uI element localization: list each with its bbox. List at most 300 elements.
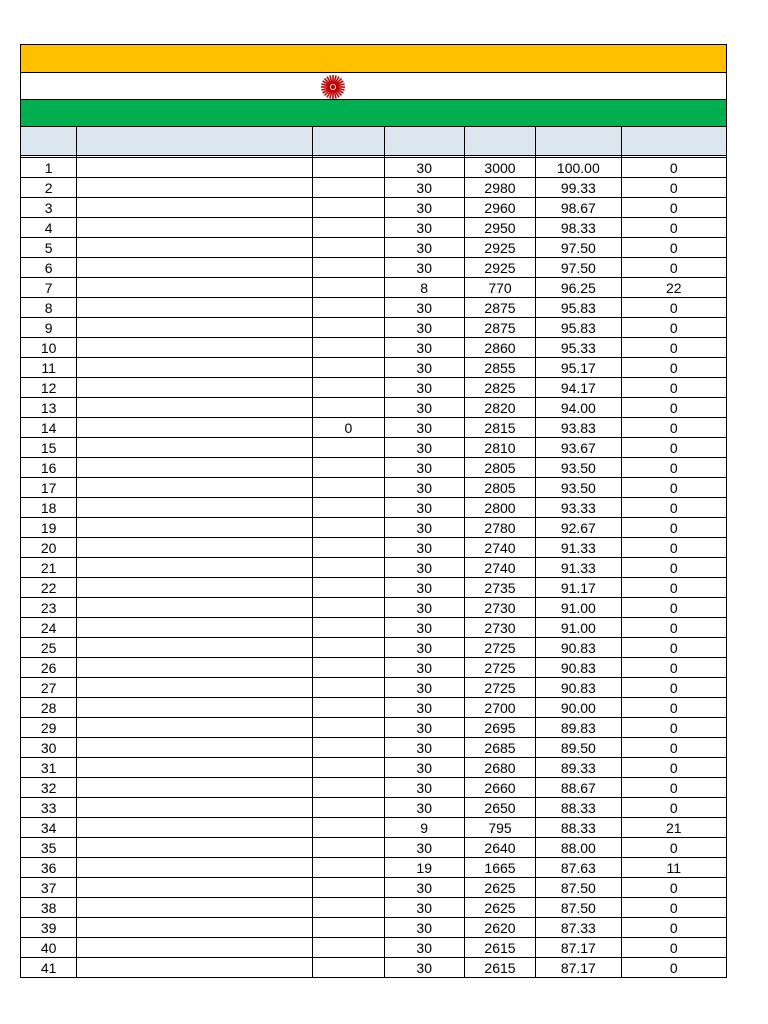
table-cell: 2730 xyxy=(464,598,535,618)
table-cell xyxy=(77,938,313,958)
table-cell xyxy=(313,158,384,178)
table-cell: 2950 xyxy=(464,218,535,238)
table-cell: 30 xyxy=(384,198,464,218)
table-cell: 0 xyxy=(621,418,726,438)
table-cell xyxy=(77,378,313,398)
table-cell: 2815 xyxy=(464,418,535,438)
table-cell: 30 xyxy=(384,778,464,798)
table-cell: 2 xyxy=(21,178,77,198)
table-cell: 0 xyxy=(621,658,726,678)
table-cell: 28 xyxy=(21,698,77,718)
table-cell xyxy=(77,178,313,198)
table-cell: 30 xyxy=(384,358,464,378)
table-cell: 30 xyxy=(384,738,464,758)
table-row xyxy=(21,838,727,858)
table-cell: 24 xyxy=(21,618,77,638)
table-cell: 30 xyxy=(384,638,464,658)
table-cell: 30 xyxy=(384,798,464,818)
table-cell: 35 xyxy=(21,838,77,858)
table-cell: 93.67 xyxy=(536,438,621,458)
table-cell: 2730 xyxy=(464,618,535,638)
table-cell: 31 xyxy=(21,758,77,778)
table-cell xyxy=(313,398,384,418)
table-cell: 9 xyxy=(21,318,77,338)
table-cell xyxy=(313,258,384,278)
table-cell: 2820 xyxy=(464,398,535,418)
table-cell xyxy=(77,218,313,238)
table-cell: 30 xyxy=(384,518,464,538)
table-cell: 90.00 xyxy=(536,698,621,718)
results-table xyxy=(20,126,727,978)
table-cell: 19 xyxy=(21,518,77,538)
white-band xyxy=(20,72,727,99)
table-row xyxy=(21,778,727,798)
table-cell: 0 xyxy=(621,378,726,398)
table-cell: 19 xyxy=(384,858,464,878)
table-row xyxy=(21,258,727,278)
table-cell: 6 xyxy=(21,258,77,278)
table-cell: 30 xyxy=(384,598,464,618)
table-cell xyxy=(313,878,384,898)
table-cell: 15 xyxy=(21,438,77,458)
table-cell xyxy=(77,798,313,818)
table-cell: 30 xyxy=(384,478,464,498)
table-cell: 92.67 xyxy=(536,518,621,538)
table-cell xyxy=(77,778,313,798)
table-cell xyxy=(77,898,313,918)
table-cell: 29 xyxy=(21,718,77,738)
table-cell xyxy=(313,318,384,338)
table-cell: 0 xyxy=(621,778,726,798)
table-cell: 90.83 xyxy=(536,658,621,678)
table-cell: 89.50 xyxy=(536,738,621,758)
table-cell: 2615 xyxy=(464,958,535,978)
table-cell xyxy=(313,458,384,478)
table-cell xyxy=(77,418,313,438)
table-cell: 91.00 xyxy=(536,598,621,618)
table-cell: 5 xyxy=(21,238,77,258)
table-cell: 2925 xyxy=(464,258,535,278)
column-header-2 xyxy=(313,127,384,156)
table-row xyxy=(21,798,727,818)
table-cell: 2740 xyxy=(464,538,535,558)
table-cell: 96.25 xyxy=(536,278,621,298)
table-cell: 2855 xyxy=(464,358,535,378)
table-cell: 30 xyxy=(384,438,464,458)
table-cell: 13 xyxy=(21,398,77,418)
table-cell xyxy=(77,618,313,638)
table-cell: 90.83 xyxy=(536,638,621,658)
table-cell xyxy=(77,918,313,938)
table-cell: 10 xyxy=(21,338,77,358)
table-cell: 0 xyxy=(621,198,726,218)
table-cell: 0 xyxy=(621,718,726,738)
table-cell xyxy=(77,638,313,658)
table-cell: 4 xyxy=(21,218,77,238)
table-cell xyxy=(77,958,313,978)
table-row xyxy=(21,178,727,198)
table-cell xyxy=(77,158,313,178)
table-cell xyxy=(77,538,313,558)
table-cell: 12 xyxy=(21,378,77,398)
table-cell xyxy=(313,198,384,218)
table-cell: 2810 xyxy=(464,438,535,458)
table-cell xyxy=(77,438,313,458)
table-cell: 2725 xyxy=(464,678,535,698)
table-cell: 2825 xyxy=(464,378,535,398)
table-cell: 16 xyxy=(21,458,77,478)
table-cell: 0 xyxy=(621,638,726,658)
table-row xyxy=(21,458,727,478)
table-cell: 94.00 xyxy=(536,398,621,418)
table-cell: 88.00 xyxy=(536,838,621,858)
table-cell: 30 xyxy=(384,698,464,718)
table-cell: 2860 xyxy=(464,338,535,358)
table-cell xyxy=(313,478,384,498)
table-cell: 32 xyxy=(21,778,77,798)
table-cell xyxy=(313,658,384,678)
table-cell xyxy=(313,538,384,558)
table-cell xyxy=(313,818,384,838)
table-cell xyxy=(77,578,313,598)
table-cell xyxy=(77,398,313,418)
table-cell: 30 xyxy=(21,738,77,758)
table-cell: 0 xyxy=(621,498,726,518)
table-cell xyxy=(313,498,384,518)
table-cell: 23 xyxy=(21,598,77,618)
table-cell: 2805 xyxy=(464,458,535,478)
table-cell: 98.33 xyxy=(536,218,621,238)
table-row xyxy=(21,558,727,578)
table-cell: 39 xyxy=(21,918,77,938)
table-cell: 0 xyxy=(621,338,726,358)
table-cell xyxy=(313,238,384,258)
column-header-row xyxy=(21,127,727,156)
table-cell xyxy=(313,678,384,698)
table-cell: 30 xyxy=(384,958,464,978)
table-cell xyxy=(313,518,384,538)
ashoka-chakra-icon xyxy=(316,74,350,100)
table-cell: 30 xyxy=(384,378,464,398)
table-cell: 2725 xyxy=(464,658,535,678)
table-cell: 37 xyxy=(21,878,77,898)
table-cell: 98.67 xyxy=(536,198,621,218)
table-cell: 2740 xyxy=(464,558,535,578)
table-cell xyxy=(77,718,313,738)
table-row xyxy=(21,398,727,418)
table-row xyxy=(21,958,727,978)
table-cell: 2640 xyxy=(464,838,535,858)
table-cell: 2780 xyxy=(464,518,535,538)
table-cell xyxy=(77,338,313,358)
table-row xyxy=(21,318,727,338)
table-cell: 0 xyxy=(621,678,726,698)
table-cell xyxy=(313,618,384,638)
table-cell: 30 xyxy=(384,258,464,278)
table-cell: 30 xyxy=(384,318,464,338)
table-cell: 2735 xyxy=(464,578,535,598)
table-cell: 0 xyxy=(621,518,726,538)
table-row xyxy=(21,358,727,378)
table-cell: 0 xyxy=(621,958,726,978)
table-cell: 30 xyxy=(384,158,464,178)
table-cell: 91.17 xyxy=(536,578,621,598)
table-cell: 40 xyxy=(21,938,77,958)
table-cell: 93.33 xyxy=(536,498,621,518)
table-cell: 2615 xyxy=(464,938,535,958)
table-cell: 22 xyxy=(621,278,726,298)
table-body xyxy=(21,156,727,978)
table-cell xyxy=(77,278,313,298)
table-cell: 93.83 xyxy=(536,418,621,438)
table-cell: 2875 xyxy=(464,298,535,318)
table-row xyxy=(21,658,727,678)
table-cell: 8 xyxy=(384,278,464,298)
table-cell: 0 xyxy=(621,478,726,498)
table-cell: 0 xyxy=(313,418,384,438)
table-cell xyxy=(77,598,313,618)
table-cell: 30 xyxy=(384,178,464,198)
table-cell: 30 xyxy=(384,718,464,738)
table-cell: 30 xyxy=(384,678,464,698)
table-cell: 0 xyxy=(621,898,726,918)
table-cell: 2980 xyxy=(464,178,535,198)
table-cell: 0 xyxy=(621,178,726,198)
table-cell xyxy=(313,558,384,578)
table-cell: 88.33 xyxy=(536,798,621,818)
table-cell: 18 xyxy=(21,498,77,518)
table-cell: 95.83 xyxy=(536,298,621,318)
table-cell: 91.00 xyxy=(536,618,621,638)
table-row xyxy=(21,678,727,698)
table-cell: 30 xyxy=(384,918,464,938)
table-cell xyxy=(313,178,384,198)
table-cell: 30 xyxy=(384,578,464,598)
table-cell: 2725 xyxy=(464,638,535,658)
table-cell: 91.33 xyxy=(536,558,621,578)
table-cell xyxy=(77,878,313,898)
table-cell xyxy=(77,838,313,858)
table-cell xyxy=(313,698,384,718)
table-cell xyxy=(77,658,313,678)
table-cell xyxy=(313,358,384,378)
table-cell: 99.33 xyxy=(536,178,621,198)
table-cell: 2620 xyxy=(464,918,535,938)
table-row xyxy=(21,298,727,318)
table-cell xyxy=(77,498,313,518)
table-row xyxy=(21,538,727,558)
table-row xyxy=(21,498,727,518)
table-cell xyxy=(77,758,313,778)
column-header-5 xyxy=(536,127,621,156)
table-row xyxy=(21,898,727,918)
table-cell: 30 xyxy=(384,458,464,478)
table-cell xyxy=(77,298,313,318)
table-cell: 30 xyxy=(384,878,464,898)
table-cell: 34 xyxy=(21,818,77,838)
table-cell: 33 xyxy=(21,798,77,818)
table-cell xyxy=(313,298,384,318)
table-row xyxy=(21,278,727,298)
table-cell: 30 xyxy=(384,658,464,678)
table-cell: 2875 xyxy=(464,318,535,338)
table-cell: 1665 xyxy=(464,858,535,878)
table-cell: 87.17 xyxy=(536,938,621,958)
table-cell: 0 xyxy=(621,538,726,558)
table-cell xyxy=(77,318,313,338)
table-cell xyxy=(77,558,313,578)
table-cell: 0 xyxy=(621,158,726,178)
table-cell: 0 xyxy=(621,878,726,898)
table-cell: 2805 xyxy=(464,478,535,498)
table-cell: 17 xyxy=(21,478,77,498)
table-cell: 93.50 xyxy=(536,458,621,478)
table-row xyxy=(21,418,727,438)
table-cell: 3000 xyxy=(464,158,535,178)
table-cell xyxy=(313,738,384,758)
table-cell: 2625 xyxy=(464,878,535,898)
table-cell: 0 xyxy=(621,578,726,598)
table-row xyxy=(21,478,727,498)
table-cell: 2685 xyxy=(464,738,535,758)
table-cell xyxy=(77,258,313,278)
table-cell: 30 xyxy=(384,418,464,438)
table-row xyxy=(21,878,727,898)
table-cell: 38 xyxy=(21,898,77,918)
table-cell: 30 xyxy=(384,758,464,778)
green-band xyxy=(20,99,727,126)
table-cell xyxy=(77,818,313,838)
table-cell xyxy=(313,838,384,858)
table-cell: 770 xyxy=(464,278,535,298)
table-row xyxy=(21,158,727,178)
saffron-band xyxy=(20,44,727,72)
column-header-0 xyxy=(21,127,77,156)
table-row xyxy=(21,618,727,638)
table-cell: 93.50 xyxy=(536,478,621,498)
table-row xyxy=(21,338,727,358)
table-cell: 30 xyxy=(384,898,464,918)
table-cell xyxy=(313,758,384,778)
table-cell: 30 xyxy=(384,618,464,638)
table-row xyxy=(21,938,727,958)
table-row xyxy=(21,858,727,878)
table-row xyxy=(21,758,727,778)
table-cell: 30 xyxy=(384,298,464,318)
table-cell: 0 xyxy=(621,298,726,318)
table-cell: 41 xyxy=(21,958,77,978)
table-cell: 87.50 xyxy=(536,898,621,918)
table-cell: 89.33 xyxy=(536,758,621,778)
table-cell: 2695 xyxy=(464,718,535,738)
table-cell: 30 xyxy=(384,238,464,258)
table-row xyxy=(21,578,727,598)
table-cell xyxy=(77,198,313,218)
table-cell xyxy=(313,598,384,618)
table-row xyxy=(21,378,727,398)
table-cell: 0 xyxy=(621,838,726,858)
table-cell: 2800 xyxy=(464,498,535,518)
table-row xyxy=(21,438,727,458)
table-cell: 2650 xyxy=(464,798,535,818)
table-cell: 0 xyxy=(621,798,726,818)
table-cell: 87.63 xyxy=(536,858,621,878)
column-header-3 xyxy=(384,127,464,156)
table-cell xyxy=(313,218,384,238)
table-row xyxy=(21,818,727,838)
table-cell: 7 xyxy=(21,278,77,298)
table-cell: 30 xyxy=(384,398,464,418)
table-cell: 30 xyxy=(384,838,464,858)
table-row xyxy=(21,918,727,938)
column-header-1 xyxy=(77,127,313,156)
table-cell: 100.00 xyxy=(536,158,621,178)
table-cell: 0 xyxy=(621,918,726,938)
table-cell xyxy=(313,338,384,358)
table-cell: 2660 xyxy=(464,778,535,798)
table-cell: 94.17 xyxy=(536,378,621,398)
table-cell: 9 xyxy=(384,818,464,838)
table-cell: 26 xyxy=(21,658,77,678)
table-cell xyxy=(77,678,313,698)
table-cell: 0 xyxy=(621,318,726,338)
table-cell xyxy=(313,918,384,938)
table-cell xyxy=(77,238,313,258)
table-cell: 0 xyxy=(621,238,726,258)
table-cell: 30 xyxy=(384,538,464,558)
table-row xyxy=(21,698,727,718)
table-cell xyxy=(77,698,313,718)
table-cell: 0 xyxy=(621,398,726,418)
table-cell: 21 xyxy=(621,818,726,838)
table-row xyxy=(21,218,727,238)
table-cell: 0 xyxy=(621,618,726,638)
table-cell: 30 xyxy=(384,558,464,578)
table-cell: 0 xyxy=(621,698,726,718)
table-cell: 21 xyxy=(21,558,77,578)
table-cell: 30 xyxy=(384,338,464,358)
table-cell: 95.33 xyxy=(536,338,621,358)
table-cell: 11 xyxy=(621,858,726,878)
table-cell: 0 xyxy=(621,598,726,618)
table-cell: 20 xyxy=(21,538,77,558)
table-cell: 0 xyxy=(621,258,726,278)
table-cell: 2700 xyxy=(464,698,535,718)
table-cell: 8 xyxy=(21,298,77,318)
table-cell: 2680 xyxy=(464,758,535,778)
table-cell: 795 xyxy=(464,818,535,838)
table-cell xyxy=(313,898,384,918)
table-cell: 25 xyxy=(21,638,77,658)
table-cell: 14 xyxy=(21,418,77,438)
table-cell: 0 xyxy=(621,738,726,758)
table-cell: 97.50 xyxy=(536,258,621,278)
table-cell xyxy=(313,638,384,658)
table-cell: 0 xyxy=(621,558,726,578)
table-cell: 30 xyxy=(384,218,464,238)
table-row xyxy=(21,518,727,538)
table-cell xyxy=(313,938,384,958)
table-cell: 87.50 xyxy=(536,878,621,898)
column-header-4 xyxy=(464,127,535,156)
table-cell xyxy=(313,858,384,878)
table-cell: 0 xyxy=(621,758,726,778)
table-cell: 27 xyxy=(21,678,77,698)
table-cell xyxy=(313,798,384,818)
table-cell xyxy=(77,458,313,478)
table-row xyxy=(21,718,727,738)
table-cell xyxy=(313,278,384,298)
